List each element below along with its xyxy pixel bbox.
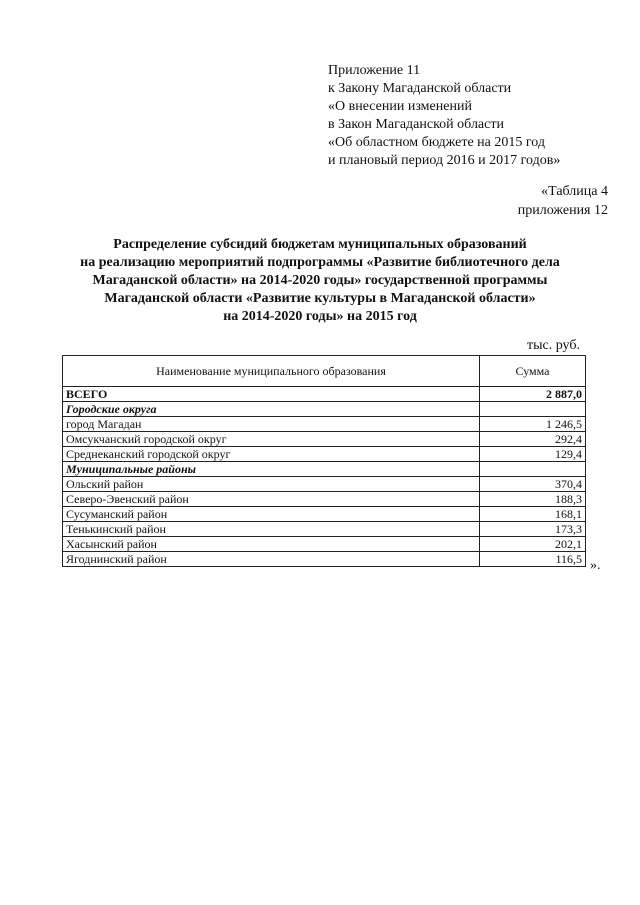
municipality-name-cell: Сусуманский район (63, 507, 480, 522)
table-row (63, 507, 586, 522)
group-header-row (63, 462, 586, 477)
table-body (63, 387, 586, 567)
appendix-header (328, 62, 560, 170)
municipality-name-cell: Городские округа (63, 402, 480, 417)
table-reference (518, 182, 608, 220)
municipality-name-cell: Ягоднинский район (63, 552, 480, 567)
title-line: на 2014-2020 годы» на 2015 год (223, 309, 417, 324)
table-reference-line: приложения 12 (517, 203, 608, 218)
municipality-name-cell: Муниципальные районы (63, 462, 480, 477)
appendix-line: в Закон Магаданской области (328, 117, 504, 132)
group-header-row (63, 402, 586, 417)
appendix-line: «О внесении изменений (328, 99, 472, 114)
municipality-name-cell: Хасынский район (63, 537, 480, 552)
subsidy-table (62, 355, 586, 567)
municipality-name-cell: Омсукчанский городской округ (63, 432, 480, 447)
appendix-line: «Об областном бюджете на 2015 год (328, 135, 545, 150)
table-row (63, 537, 586, 552)
table-row (63, 432, 586, 447)
amount-cell: 370,4 (480, 477, 586, 492)
total-row (63, 387, 586, 402)
amount-cell (480, 462, 586, 477)
amount-cell: 1 246,5 (480, 417, 586, 432)
title-line: Магаданской области «Развитие культуры в Магаданской области» (104, 291, 536, 306)
table-row (63, 522, 586, 537)
document-title (40, 236, 600, 326)
municipality-name-cell: Среднеканский городской округ (63, 447, 480, 462)
table-row (63, 477, 586, 492)
table-row (63, 492, 586, 507)
amount-cell: 173,3 (480, 522, 586, 537)
title-line: на реализацию мероприятий подпрограммы «Развитие библиотечного дела (80, 255, 560, 270)
amount-cell (480, 402, 586, 417)
column-header-amount: Сумма (480, 356, 586, 387)
title-line: Магаданской области» на 2014-2020 годы» государственной программы (92, 273, 548, 288)
amount-cell: 188,3 (480, 492, 586, 507)
appendix-line: к Закону Магаданской области (328, 81, 512, 96)
column-header-name: Наименование муниципального образования (63, 356, 480, 387)
appendix-line: Приложение 11 (328, 63, 421, 78)
table-row (63, 417, 586, 432)
units-label: тыс. руб. (527, 338, 580, 353)
amount-cell: 202,1 (480, 537, 586, 552)
amount-cell: 168,1 (480, 507, 586, 522)
municipality-name-cell: город Магадан (63, 417, 480, 432)
municipality-name-cell: Северо-Эвенский район (63, 492, 480, 507)
amount-cell: 129,4 (480, 447, 586, 462)
amount-cell: 292,4 (480, 432, 586, 447)
municipality-name-cell: ВСЕГО (63, 387, 480, 402)
municipality-name-cell: Тенькинский район (63, 522, 480, 537)
closing-quote-mark: ». (590, 558, 601, 573)
table-header-row (63, 356, 586, 387)
amount-cell: 2 887,0 (480, 387, 586, 402)
table-row (63, 552, 586, 567)
appendix-line: и плановый период 2016 и 2017 годов» (328, 153, 561, 168)
title-line: Распределение субсидий бюджетам муниципальных образований (113, 237, 527, 252)
table-reference-line: «Таблица 4 (541, 184, 608, 199)
table-row (63, 447, 586, 462)
amount-cell: 116,5 (480, 552, 586, 567)
municipality-name-cell: Ольский район (63, 477, 480, 492)
